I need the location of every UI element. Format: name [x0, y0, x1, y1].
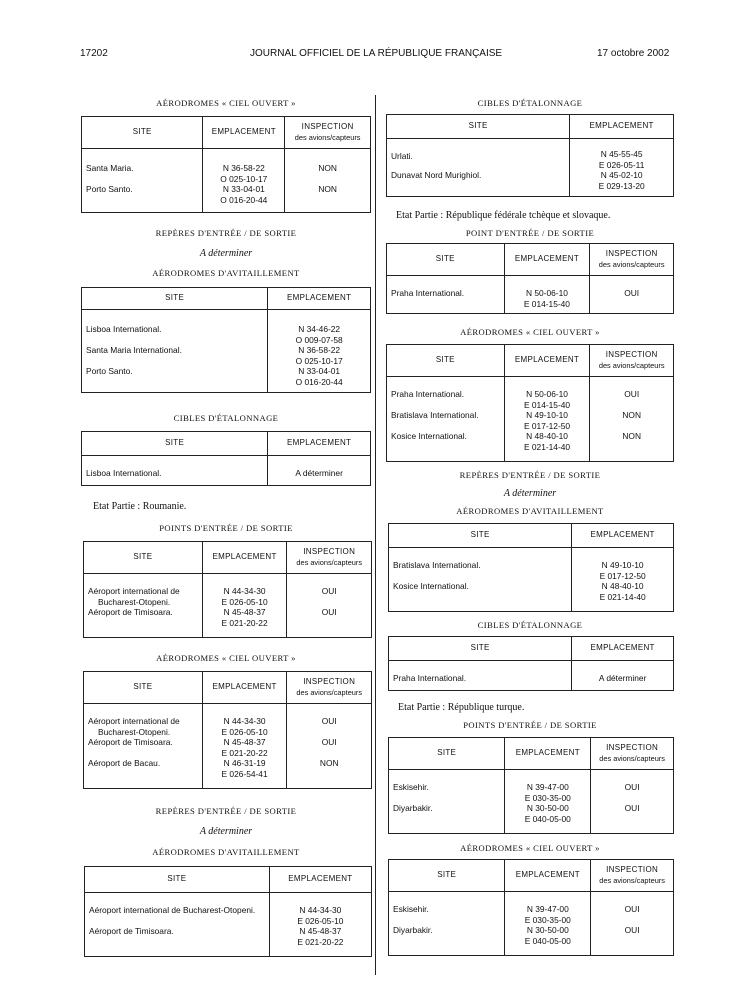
table-row: Praha International. A déterminer: [389, 661, 674, 691]
col-header-inspection: INSPECTION des avions/capteurs: [285, 117, 371, 149]
state-party-label: Etat Partie : Roumanie.: [93, 501, 187, 512]
state-party-label: Etat Partie : République fédérale tchèque et slovaque.: [396, 210, 611, 221]
cibles-table-portugal: [81, 431, 371, 486]
col-header-emplacement: EMPLACEMENT: [203, 117, 285, 149]
avitaillement-table-portugal: [81, 287, 371, 393]
section-title: AÉRODROMES D'AVITAILLEMENT: [152, 268, 300, 278]
ciel-ouvert-table-turquie: [388, 859, 674, 956]
table-row: Eskisehir. N 39-47-00 E 030-35-00 OUI: [389, 892, 674, 926]
col-header-inspection: INSPECTION des avions/capteurs: [590, 345, 674, 377]
points-entree-table-roumanie: [83, 541, 372, 638]
col-header-emplacement: EMPLACEMENT: [268, 432, 371, 456]
col-header-inspection: INSPECTION des avions/capteurs: [591, 860, 674, 892]
col-header-site: SITE: [389, 860, 505, 892]
col-header-emplacement: EMPLACEMENT: [269, 867, 371, 893]
table-row: Porto Santo. N 33-04-01 O 016-20-44 NON: [82, 184, 371, 212]
table-row: Aéroport de Bacau. N 46-31-19 E 026-54-41 NON: [84, 758, 372, 788]
section-subtitle: A déterminer: [199, 826, 253, 837]
col-header-emplacement: EMPLACEMENT: [268, 288, 371, 310]
col-header-site: SITE: [84, 672, 203, 704]
col-header-site: SITE: [82, 288, 268, 310]
section-title: CIBLES D'ÉTALONNAGE: [477, 98, 583, 108]
table-row: Aéroport international de Bucharest-Otopeni. N 44-34-30 E 026-05-10: [85, 893, 372, 927]
col-header-emplacement: EMPLACEMENT: [505, 860, 591, 892]
section-title: REPÈRES D'ENTRÉE / DE SORTIE: [155, 228, 297, 238]
col-header-emplacement: EMPLACEMENT: [505, 738, 591, 770]
column-divider: [375, 95, 376, 975]
section-title: CIBLES D'ÉTALONNAGE: [477, 620, 583, 630]
table-row: Kosice International. N 48-40-10 E 021-14-40: [389, 581, 674, 611]
section-title: POINTS D'ENTRÉE / DE SORTIE: [463, 720, 597, 730]
table-row: Eskisehir. N 39-47-00 E 030-35-00 OUI: [389, 770, 674, 804]
section-title: AÉRODROMES « CIEL OUVERT »: [156, 98, 296, 108]
ciel-ouvert-table-portugal: [81, 116, 371, 213]
col-header-site: SITE: [389, 738, 505, 770]
table-row: Porto Santo. N 33-04-01 O 016-20-44: [82, 366, 371, 392]
point-entree-table-tchequie: [386, 243, 674, 314]
ciel-ouvert-table-tchequie: [386, 344, 674, 462]
journal-title: JOURNAL OFFICIEL DE LA RÉPUBLIQUE FRANÇAISE: [250, 48, 503, 59]
col-header-emplacement: EMPLACEMENT: [572, 637, 674, 661]
col-header-emplacement: EMPLACEMENT: [202, 542, 287, 574]
table-row: Aéroport international de Bucharest-Otopeni. N 44-34-30 E 026-05-10 OUI: [84, 574, 372, 608]
avitaillement-table-roumanie: [84, 866, 372, 957]
cibles-table-tchequie: [388, 636, 674, 691]
col-header-inspection: INSPECTION des avions/capteurs: [590, 244, 674, 276]
page-number: 17202: [80, 48, 108, 59]
table-row: Aéroport de Timisoara. N 45-48-37 E 021-20-22 OUI: [84, 607, 372, 637]
section-subtitle: A déterminer: [199, 248, 253, 259]
table-row: Aéroport international de Bucharest-Otopeni. N 44-34-30 E 026-05-10 OUI: [84, 704, 372, 738]
table-row: Kosice International. N 48-40-10 E 021-14-40 NON: [387, 431, 674, 461]
points-entree-table-turquie: [388, 737, 674, 834]
col-header-inspection: INSPECTION des avions/capteurs: [287, 542, 372, 574]
col-header-inspection: INSPECTION des avions/capteurs: [287, 672, 372, 704]
col-header-site: SITE: [389, 637, 572, 661]
col-header-site: SITE: [82, 432, 268, 456]
table-row: Dunavat Nord Murighiol. N 45-02-10 E 029-13-20: [387, 170, 674, 196]
cibles-table-roumanie: [386, 114, 674, 197]
table-row: Bratislava International. N 49-10-10 E 017-12-50: [389, 548, 674, 582]
table-row: Lisboa International. N 34-46-22 O 009-07-58: [82, 310, 371, 346]
section-title: AÉRODROMES D'AVITAILLEMENT: [456, 506, 604, 516]
issue-date: 17 octobre 2002: [597, 48, 670, 59]
section-title: POINTS D'ENTRÉE / DE SORTIE: [159, 523, 293, 533]
ciel-ouvert-table-roumanie: [83, 671, 372, 789]
col-header-emplacement: EMPLACEMENT: [572, 524, 674, 548]
col-header-site: SITE: [387, 244, 505, 276]
table-row: Praha International. N 50-06-10 E 014-15-40 OUI: [387, 276, 674, 314]
section-title: POINT D'ENTRÉE / DE SORTIE: [465, 228, 595, 238]
table-row: Aéroport de Timisoara. N 45-48-37 E 021-20-22 OUI: [84, 737, 372, 758]
section-title: REPÈRES D'ENTRÉE / DE SORTIE: [155, 806, 297, 816]
col-header-site: SITE: [85, 867, 270, 893]
table-row: Diyarbakir. N 30-50-00 E 040-05-00 OUI: [389, 925, 674, 955]
state-party-label: Etat Partie : République turque.: [398, 702, 525, 713]
col-header-site: SITE: [389, 524, 572, 548]
col-header-site: SITE: [387, 345, 505, 377]
avitaillement-table-tchequie: [388, 523, 674, 612]
section-title: AÉRODROMES « CIEL OUVERT »: [156, 653, 296, 663]
table-row: Santa Maria International. N 36-58-22 O 025-10-17: [82, 345, 371, 366]
col-header-emplacement: EMPLACEMENT: [504, 244, 590, 276]
table-row: Lisboa International. A déterminer: [82, 456, 371, 486]
col-header-emplacement: EMPLACEMENT: [504, 345, 590, 377]
section-title: AÉRODROMES « CIEL OUVERT »: [460, 843, 600, 853]
col-header-site: SITE: [82, 117, 203, 149]
col-header-site: SITE: [84, 542, 203, 574]
section-subtitle: A déterminer: [503, 488, 557, 499]
col-header-emplacement: EMPLACEMENT: [202, 672, 287, 704]
section-title: AÉRODROMES D'AVITAILLEMENT: [152, 847, 300, 857]
section-title: REPÈRES D'ENTRÉE / DE SORTIE: [459, 470, 601, 480]
table-row: Praha International. N 50-06-10 E 014-15-40 OUI: [387, 377, 674, 411]
table-row: Urlati. N 45-55-45 E 026-05-11: [387, 139, 674, 171]
section-title: CIBLES D'ÉTALONNAGE: [173, 413, 279, 423]
col-header-inspection: INSPECTION des avions/capteurs: [591, 738, 674, 770]
table-row: Aéroport de Timisoara. N 45-48-37 E 021-20-22: [85, 926, 372, 956]
table-row: Santa Maria. N 36-58-22 O 025-10-17 NON: [82, 149, 371, 185]
table-row: Bratislava International. N 49-10-10 E 017-12-50 NON: [387, 410, 674, 431]
section-title: AÉRODROMES « CIEL OUVERT »: [460, 327, 600, 337]
col-header-site: SITE: [387, 115, 570, 139]
table-row: Diyarbakir. N 30-50-00 E 040-05-00 OUI: [389, 803, 674, 833]
col-header-emplacement: EMPLACEMENT: [570, 115, 674, 139]
